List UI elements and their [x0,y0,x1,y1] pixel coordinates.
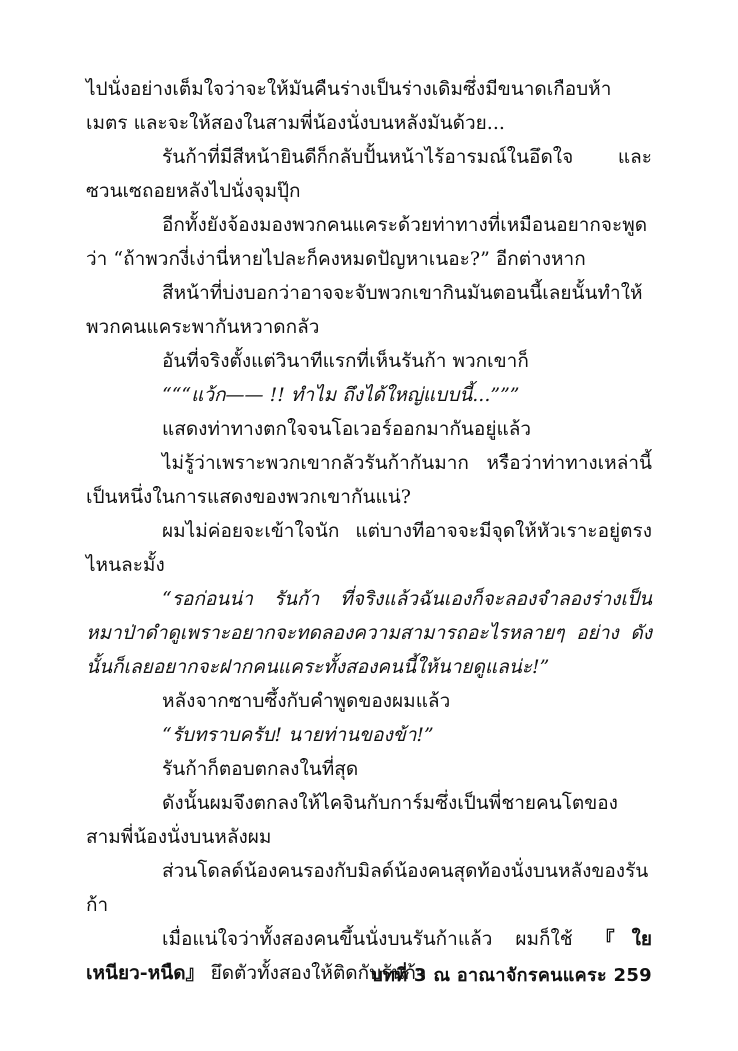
paragraph: ไม่รู้ว่าเพราะพวกเขากลัวรันก้ากันมาก หรือว่าท่าทางเหล่านี้เป็นหนึ่งในการแสดงของพวกเขากันแน่? [86,452,652,508]
paragraph: รันก้าที่มีสีหน้ายินดีก็กลับปั้นหน้าไร้อารมณ์ในอึดใจ และซวนเซถอยหลังไปนั่งจุมปุ๊ก [86,146,652,202]
paragraph: ผมไม่ค่อยจะเข้าใจนัก แต่บางทีอาจจะมีจุดให้หัวเราะอยู่ตรงไหนละมั้ง [86,520,652,576]
paragraph: หลังจากซาบซึ้งกับคำพูดของผมแล้ว [162,690,451,712]
paragraph: แสดงท่าทางตกใจจนโอเวอร์ออกมากันอยู่แล้ว [162,418,532,440]
paragraph-text-after: ยึดตัวทั้งสองให้ติดกับรันก้า [204,962,427,984]
paragraph-text-before: เมื่อแน่ใจว่าทั้งสองคนขึ้นนั่งบนรันก้าแล้ว ผมก็ใช้ [162,928,596,950]
paragraph: อีกทั้งยังจ้องมองพวกคนแคระด้วยท่าทางที่เหมือนอยากจะพูดว่า “ถ้าพวกงี่เง่านี่หายไปละก็คงหมดปัญหาเนอะ?” อีกต่างหาก [86,214,648,270]
paragraph: ดังนั้นผมจึงตกลงให้ไคจินกับการ์มซึ่งเป็นพี่ชายคนโตของสามพี่น้องนั่งบนหลังผม [86,792,618,848]
dialogue-paragraph: “รอก่อนน่า รันก้า ที่จริงแล้วฉันเองก็จะลองจำลองร่างเป็นหมาป่าดำดูเพราะอยากจะทดลองความสามารถอะไรหลายๆ อย่าง ดังนั้นก็เลยอยากจะฝากคนแคระทั้งสองคนนี้ให้นายดูแลน่ะ!” [86,588,652,678]
paragraph: รันก้าก็ตอบตกลงในที่สุด [162,758,359,780]
paragraph: สีหน้าที่บ่งบอกว่าอาจจะจับพวกเขากินมันตอนนี้เลยนั้นทำให้พวกคนแคระพากันหวาดกลัว [86,282,643,338]
paragraph: ส่วนโดลด์น้องคนรองกับมิลด์น้องคนสุดท้องนั่งบนหลังของรันก้า [86,860,649,916]
paragraph: อันที่จริงตั้งแต่วินาทีแรกที่เห็นรันก้า พวกเขาก็ [162,350,529,372]
page-body [86,72,652,990]
page-footer: บทที่ 3 ณ อาณาจักรคนแคระ 259 [371,965,652,986]
dialogue-paragraph: “รับทราบครับ! นายท่านของข้า!” [162,724,434,746]
skill-name: 『ใยเหนียว-หนืด』 [86,928,652,984]
paragraph: ไปนั่งอย่างเต็มใจว่าจะให้มันคืนร่างเป็นร่างเดิมซึ่งมีขนาดเกือบห้าเมตร และจะให้สองในสามพี่น้องนั่งบนหลังมันด้วย... [86,78,612,134]
dialogue-paragraph: “““แว้ก—— !! ทำไม ถึงได้ใหญ่แบบนี้...””” [162,384,520,406]
